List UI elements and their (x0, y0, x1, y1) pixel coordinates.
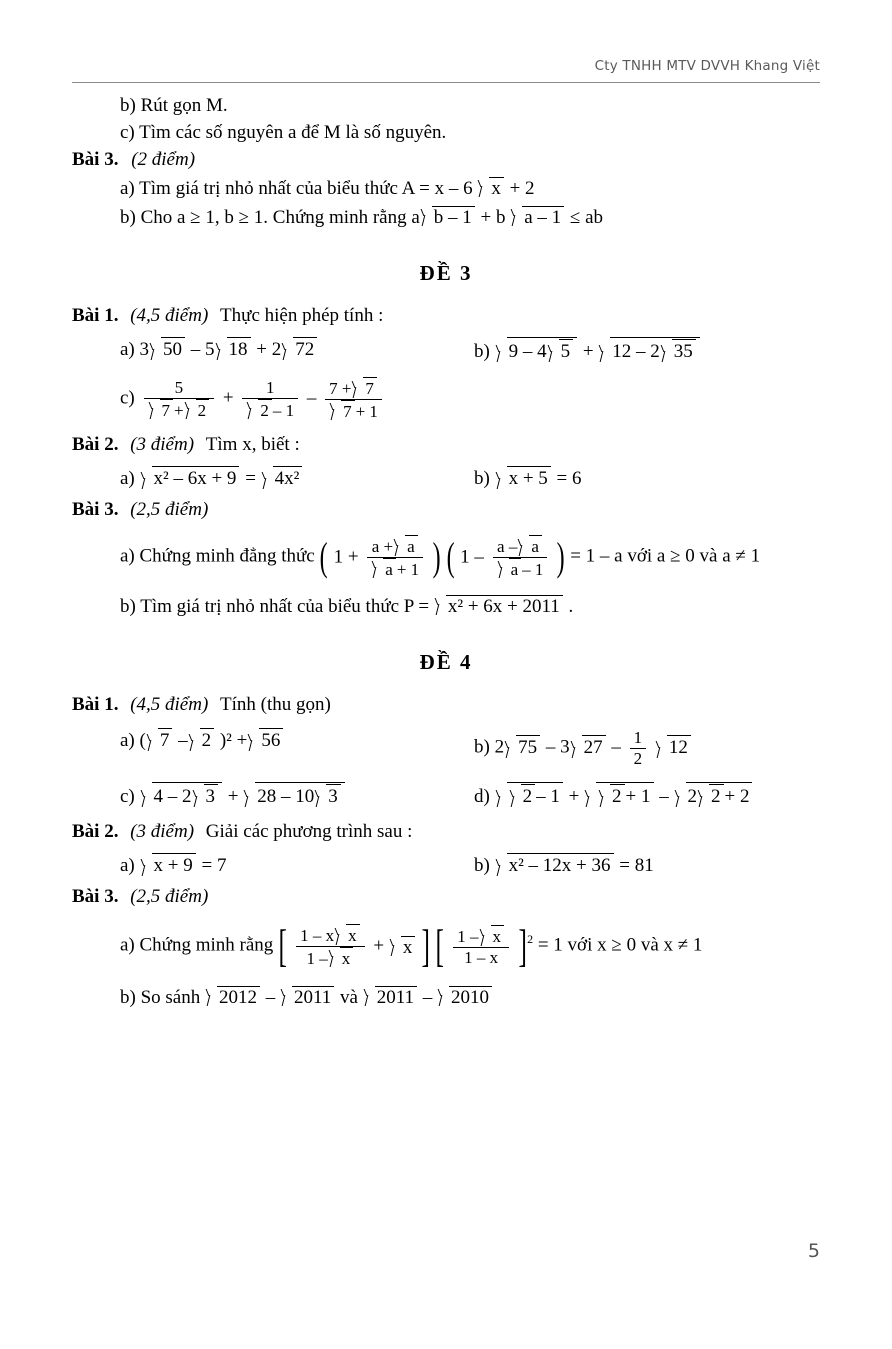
text-run: + 1 (396, 559, 420, 579)
de3-bai1-heading (72, 306, 820, 325)
bai-text: Tìm x, biết : (205, 434, 300, 456)
paren-open: ( (320, 534, 329, 580)
denominator: 1 – x (453, 947, 509, 968)
text-run: a) ( (120, 730, 146, 752)
bai-text: Tính (thu gọn) (220, 694, 331, 716)
text-run: và (340, 987, 358, 1009)
de4-bai1-heading (72, 695, 820, 714)
radicand: 50 (161, 337, 185, 361)
numerator (325, 377, 382, 399)
radicand: x (491, 925, 505, 947)
de3-bai1-c (72, 377, 820, 421)
de3-bai1-a (72, 337, 464, 361)
bai-label: Bài 1. (72, 694, 119, 716)
de3-bai2-b (464, 466, 820, 490)
text-run: – 1 (272, 400, 295, 420)
de3-bai2-heading (72, 435, 820, 454)
bai-label: Bài 3. (72, 149, 119, 170)
paren-open: ( (446, 534, 455, 580)
fraction (325, 377, 382, 421)
radicand: 2 (521, 784, 536, 808)
bai-label: Bài 1. (72, 305, 119, 326)
de3-bai2-row-ab (72, 466, 820, 490)
text-run: + (174, 400, 184, 420)
text-run: – 3 (545, 736, 570, 758)
text-run: a + (371, 537, 394, 557)
text-run: 28 – 10 (257, 786, 315, 808)
text-run: a – (497, 537, 518, 557)
text-run: – (265, 987, 276, 1009)
bai-label: Bài 2. (72, 434, 119, 456)
text-run: 12 – 2 (612, 341, 660, 362)
bai-label: Bài 3. (72, 886, 119, 908)
radicand: x² – 6x + 9 (152, 466, 240, 490)
text-run: + (373, 935, 385, 957)
de3-bai3-heading (72, 500, 820, 519)
bai3-prev-b (72, 206, 820, 227)
denominator (367, 557, 423, 580)
bracket-open: [ (435, 920, 445, 972)
text-run: – (659, 786, 669, 808)
page-content (72, 96, 820, 1015)
text-run: = 6 (556, 468, 582, 490)
de4-bai1-c (72, 782, 464, 808)
bai-text: Thực hiện phép tính : (220, 305, 384, 326)
bai-label: Bài 3. (72, 499, 119, 521)
text-run: + b (480, 207, 506, 228)
radicand: 5 (559, 339, 574, 363)
radicand: 72 (293, 337, 317, 361)
text-run: – 1 (522, 559, 544, 579)
de4-bai1-b (464, 728, 820, 768)
radicand: 7 (341, 400, 355, 422)
radicand: 75 (516, 735, 540, 759)
radicand: 7 (363, 377, 377, 399)
text-run: 1 – (460, 546, 484, 568)
text-run: b) (474, 341, 490, 362)
numerator (493, 535, 548, 557)
fraction (242, 378, 298, 420)
radicand: 4x² (273, 466, 303, 490)
fraction (630, 728, 647, 768)
radicand: x (346, 924, 360, 946)
text-run: – (178, 730, 188, 752)
de3-bai3-a (72, 535, 820, 579)
de4-bai1-a (72, 728, 464, 752)
numerator (453, 925, 509, 947)
text-run: = (245, 468, 256, 490)
bai-points: (2 điểm) (131, 149, 196, 170)
bai-points: (3 điểm) (130, 434, 195, 456)
text-run: + (222, 387, 234, 409)
radicand (507, 782, 563, 808)
de4-bai1-d (464, 782, 820, 808)
de4-bai3-b (72, 986, 820, 1007)
text-run: = 7 (201, 855, 227, 877)
radicand: x + 5 (507, 466, 551, 490)
text-run: + (227, 786, 239, 808)
radicand: a (383, 558, 396, 580)
de4-bai2-heading (72, 822, 820, 841)
denominator (325, 399, 382, 422)
text-run: + 1 (355, 401, 378, 421)
de3-bai1-row-ab (72, 337, 820, 363)
text-run: b) 2 (474, 736, 505, 758)
text-run: a (411, 207, 420, 228)
text-run: + 2 (256, 339, 282, 360)
bai-text: Giải các phương trình sau : (205, 821, 413, 843)
page-number: 5 (807, 1240, 820, 1262)
de4-bai2-b (464, 853, 820, 877)
text-run: + 1 (625, 786, 651, 808)
radicand: 18 (227, 337, 251, 361)
de4-bai1-row-ab (72, 728, 820, 768)
radicand: 2 (258, 399, 272, 421)
numerator: 5 (174, 378, 184, 397)
bracket-close: ] (421, 920, 430, 972)
fraction (144, 378, 215, 420)
text-run: b) Cho a ≥ 1, b ≥ 1. Chứng minh rằng (120, 207, 407, 228)
text-run: – (422, 987, 433, 1009)
paren-close: ) (556, 534, 565, 580)
text-run: + 2 (509, 178, 535, 199)
text-run: = 81 (619, 855, 654, 877)
text-run: 1 – (457, 927, 479, 947)
text-run: d) (474, 786, 490, 808)
text-run: = 1 với x ≥ 0 và x ≠ 1 (537, 934, 703, 956)
bracket-open: [ (278, 920, 287, 972)
text-run: a) Tìm giá trị nhỏ nhất của biểu thức A = x – 6 (120, 178, 473, 199)
radicand: x (401, 936, 416, 957)
radicand: x² + 6x + 2011 (446, 595, 563, 616)
text-run: 2 (687, 786, 698, 808)
de4-bai3-heading (72, 887, 820, 906)
text-run: . (568, 596, 574, 618)
denominator: 2 (630, 748, 647, 769)
text-run: a) Chứng minh đẳng thức (120, 545, 315, 567)
numerator: 1 (633, 728, 643, 748)
bai-points: (2,5 điểm) (130, 886, 209, 908)
radicand (507, 337, 578, 363)
text-run: 9 – 4 (508, 341, 547, 362)
de3-bai1-b (464, 337, 820, 363)
text-run: a) 3 (120, 339, 150, 360)
de4-bai2-row-ab (72, 853, 820, 877)
fraction (453, 925, 509, 967)
text-run: a) (120, 855, 135, 877)
text-run: a) Chứng minh rằng (120, 934, 274, 956)
bai-points: (2,5 điểm) (130, 499, 209, 521)
radicand: a (405, 535, 418, 557)
radicand: b – 1 (432, 206, 475, 227)
denominator (144, 398, 215, 421)
radicand (610, 337, 700, 363)
header-divider (72, 82, 820, 83)
fraction (493, 535, 548, 579)
fraction (296, 924, 365, 968)
text-run: )² + (219, 730, 248, 752)
radicand: a (529, 535, 542, 557)
radicand: x + 9 (152, 853, 196, 877)
radicand: 2 (200, 728, 215, 752)
denominator (242, 398, 298, 421)
text-run: 4 – 2 (153, 786, 192, 808)
de3-bai2-a (72, 466, 464, 490)
exam-title-de4: ĐỀ 4 (419, 650, 473, 675)
radicand: 7 (160, 399, 174, 421)
radicand: 2011 (375, 986, 417, 1007)
text-run: + (582, 341, 594, 362)
radicand: 2011 (292, 986, 334, 1007)
text-run: + 2 (724, 786, 750, 808)
radicand: 2012 (217, 986, 260, 1007)
list-item: b) Rút gọn M. (120, 95, 228, 116)
exam-title-de3: ĐỀ 3 (419, 261, 473, 285)
bai-points: (4,5 điểm) (130, 305, 209, 326)
text-run: ≤ ab (569, 207, 604, 228)
radicand: 7 (158, 728, 173, 752)
radicand: 2 (610, 784, 625, 808)
fraction (367, 535, 423, 579)
text-run: + (568, 786, 580, 808)
denominator (493, 557, 548, 580)
radicand (596, 782, 653, 808)
numerator: 1 (265, 378, 275, 397)
text-run: – 1 (536, 786, 560, 808)
text-run: a) (120, 468, 135, 490)
radicand: 12 (667, 735, 691, 759)
text-run: 1 – (306, 948, 328, 968)
exponent: 2 (527, 932, 534, 947)
text-run: c) (120, 786, 135, 808)
text-run: b) (474, 468, 490, 490)
de4-bai3-a (72, 920, 820, 972)
de3-bai3-b (72, 595, 820, 616)
de4-bai2-a (72, 853, 464, 877)
radicand: x² – 12x + 36 (507, 853, 614, 877)
radicand: a – 1 (522, 206, 564, 227)
text-run: b) (474, 855, 490, 877)
text-run: 7 + (329, 379, 352, 398)
radicand (255, 782, 345, 808)
radicand: 2 (196, 399, 210, 421)
text-run: b) Tìm giá trị nhỏ nhất của biểu thức P = (120, 596, 430, 618)
text-run: – (611, 736, 621, 758)
radicand: x (340, 947, 354, 969)
text-run: – 5 (190, 339, 215, 360)
numerator (296, 924, 365, 946)
radicand: 2 (709, 784, 724, 808)
denominator (296, 946, 365, 969)
page-header: Cty TNHH MTV DVVH Khang Việt (594, 58, 820, 74)
text-run: b) So sánh (120, 987, 201, 1009)
radicand: 35 (672, 339, 696, 363)
numerator (367, 535, 423, 557)
bai3-heading-prev (72, 150, 820, 169)
text-run: – (306, 387, 317, 409)
radicand (152, 782, 223, 808)
text-run: 1 + (333, 546, 359, 568)
list-item: c) Tìm các số nguyên a để M là số nguyên. (120, 122, 447, 143)
radicand (686, 782, 753, 808)
bai-points: (3 điểm) (130, 821, 195, 843)
bai3-prev-a (72, 177, 820, 198)
text-run: 1 – x (300, 926, 335, 946)
radicand: x (489, 177, 504, 198)
text-run: = 1 – a với a ≥ 0 và a ≠ 1 (570, 545, 761, 567)
radicand: a (509, 558, 522, 580)
radicand: 2010 (449, 986, 492, 1007)
radicand: 56 (259, 728, 283, 752)
radicand: 3 (204, 784, 219, 808)
paren-close: ) (432, 534, 441, 580)
de4-bai1-row-cd (72, 782, 820, 808)
bracket-close: ] (518, 920, 527, 972)
bai-label: Bài 2. (72, 821, 119, 843)
radicand: 27 (582, 735, 606, 759)
bai-points: (4,5 điểm) (130, 694, 209, 716)
text-run: c) (120, 387, 135, 409)
radicand: 3 (326, 784, 341, 808)
